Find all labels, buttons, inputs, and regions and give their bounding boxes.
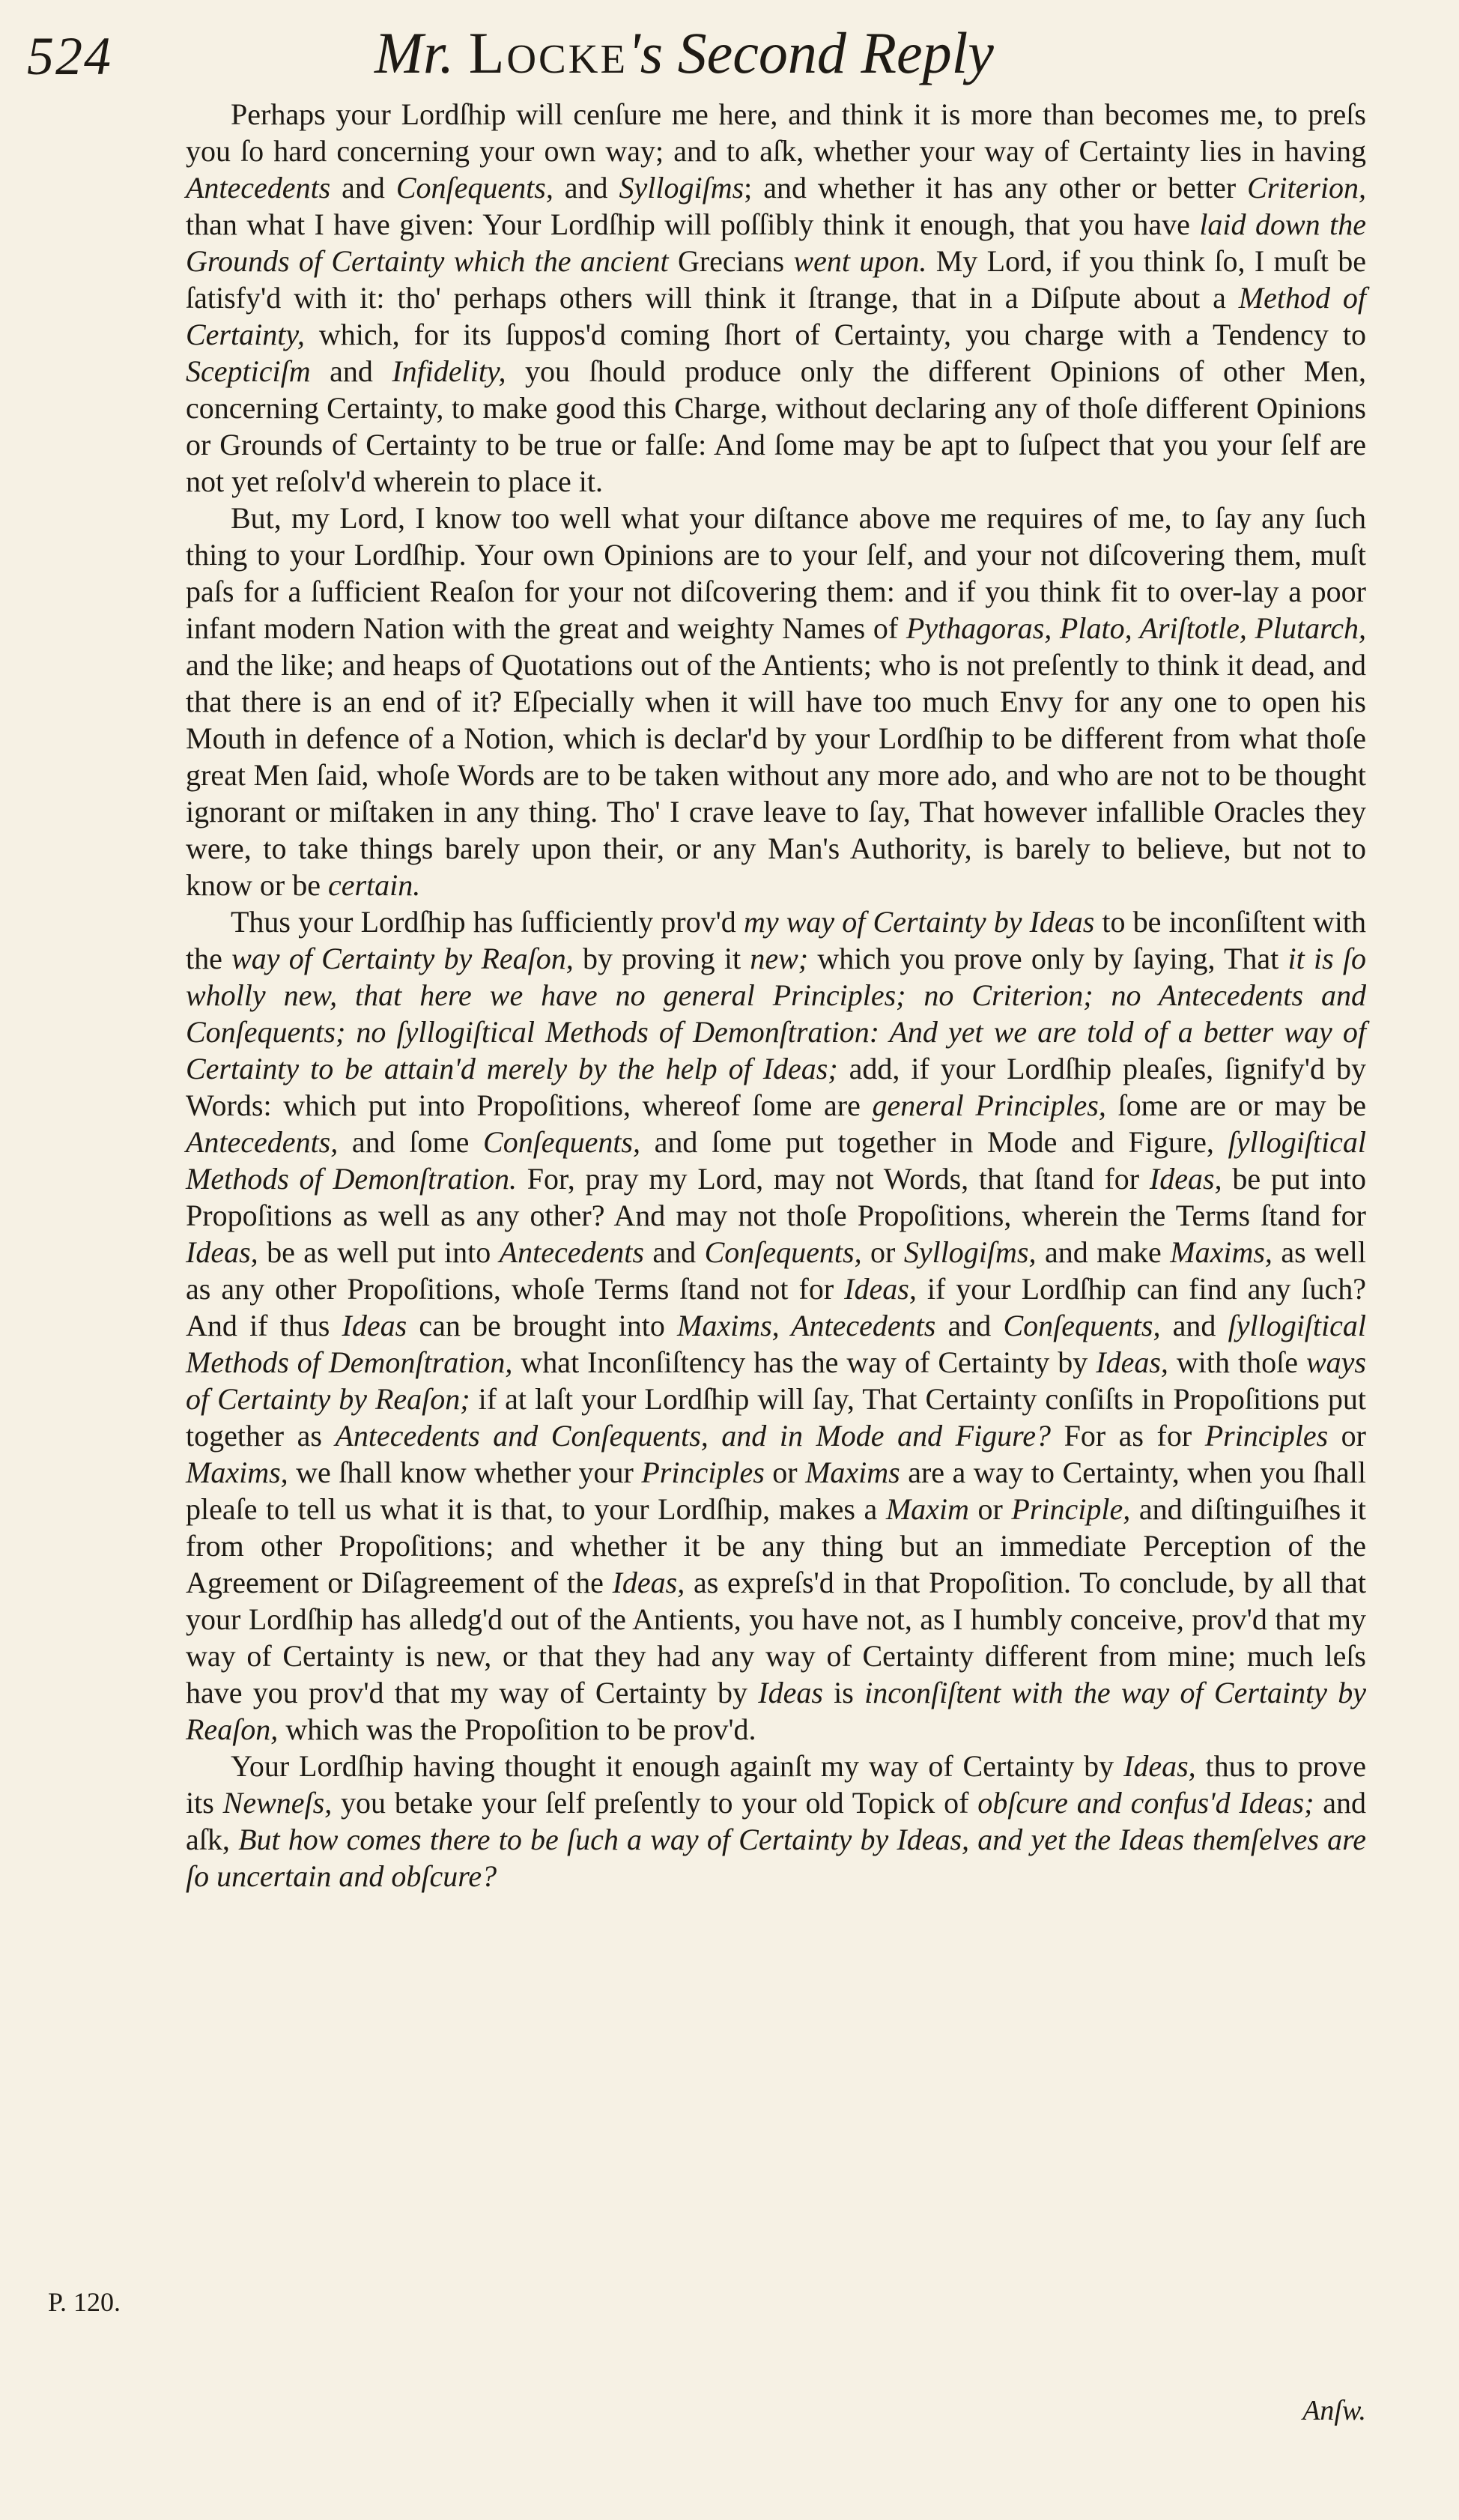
italic-run: laid down the Grounds of Certainty which the ancient (186, 208, 1366, 278)
text-run: be as well put into (258, 1235, 500, 1269)
text-run: if at laſt your Lordſhip will ſay, That Certainty conſiſts in Propoſitions put together as (186, 1382, 1366, 1453)
text-run: or (968, 1492, 1012, 1526)
text-run: My Lord, if you think ſo, I muſt be ſatisfy'd with it: tho' perhaps others will think it ſtrange, that in a Diſpute about a (186, 244, 1367, 315)
italic-run: Antecedents (499, 1235, 644, 1269)
italic-run: Ideas, (844, 1272, 917, 1306)
text-run: For as for (1051, 1419, 1205, 1453)
italic-run: Newneſs, (222, 1786, 333, 1820)
italic-run: But how comes there to be ſuch a way of Certainty by Ideas, and yet the Ideas themſelves are ſo uncertain and obſcure? (186, 1823, 1366, 1893)
italic-run: way of Certainty by Reaſon, (231, 942, 574, 975)
text-run: you ſhould produce only the different Opinions of other Men, concerning Certainty, to make good this Charge, without declaring any of thoſe different Opinions or Grounds of Certainty to be true or falſe: And ſome may be apt to ſuſpect that you your ſelf are not yet reſolv'd wherein to place it. (186, 354, 1366, 498)
running-head-name: Locke (468, 20, 628, 85)
italic-run: Conſequents, (395, 171, 553, 205)
running-head (374, 19, 1123, 87)
text-run: and the like; and heaps of Quotations out of the Antients; who is not preſently to think it dead, and that there is an end of it? Eſpecially when it will have too much Envy for any one to open his Mouth in defence of a Notion, which is declar'd by your Lordſhip to be different from what thoſe great Men ſaid, whoſe Words are to be taken without any more ado, and who are not to be thought ignorant or miſtaken in any thing. Tho' I crave leave to ſay, That however infallible Oracles they were, to take things barely upon their, or any Man's Authority, is barely to believe, but not to know or be (186, 648, 1366, 902)
text-run: and aſk, (186, 1786, 1366, 1856)
page-number: 524 (27, 26, 112, 86)
text-run: which you prove only by ſaying, That (808, 942, 1288, 975)
text-run: Thus your Lordſhip has ſufficiently prov'd (231, 905, 744, 939)
body-text (186, 96, 1366, 1894)
text-run: you betake your ſelf preſently to your old Topick of (332, 1786, 978, 1820)
text-run: ; and whether it has any other or better (744, 171, 1248, 205)
italic-run: certain. (327, 868, 421, 902)
text-run: as well as any other Propoſitions, whoſe Terms ſtand not for (186, 1235, 1366, 1306)
text-run: But, my Lord, I know too well what your diſtance above me requires of me, to ſay any ſuch thing to your Lordſhip. Your own Opinions are to your ſelf, and your not diſcovering them, muſt paſs for a ſufficient Reaſon for your not diſcovering them: and if you think fit to over-lay a poor infant modern Nation with the great and weighty Names of (186, 501, 1366, 645)
text-run: or (764, 1456, 806, 1489)
italic-run: Maxims (805, 1456, 900, 1489)
italic-run: Method of Certainty, (186, 281, 1366, 351)
italic-run: general Principles, (872, 1088, 1106, 1122)
text-run: and make (1036, 1235, 1171, 1269)
paragraph (186, 96, 1366, 500)
text-run: and (935, 1309, 1004, 1342)
italic-run: ſyllogiſtical Methods of Demonſtration. (186, 1125, 1367, 1196)
text-run: we ſhall know whether your (288, 1456, 642, 1489)
italic-run: it is ſo wholly new, that here we have no general Principles; no Criterion; no Antecedents and Conſequents; no ſyllogiſtical Methods of Demonſtration: And yet we are told of a better way of Certainty to be attain'd merely by the help of Ideas; (186, 942, 1366, 1085)
text-run: and (643, 1235, 705, 1269)
text-run: Grecians (668, 244, 794, 278)
italic-run: Ideas, (612, 1566, 685, 1599)
text-run: be put into Propoſitions as well as any other? And may not thoſe Propoſitions, wherein the Terms ſtand for (186, 1162, 1367, 1232)
page-header (0, 0, 1459, 97)
italic-run: Ideas (758, 1676, 823, 1709)
italic-run: Principles (641, 1456, 765, 1489)
italic-run: Maxims, (186, 1456, 288, 1489)
text-run: add, if your Lordſhip pleaſes, ſignify'd by Words: which put into Propoſitions, whereof ſome are (186, 1052, 1366, 1122)
italic-run: Ideas, (1149, 1162, 1222, 1196)
paragraph (186, 1748, 1366, 1894)
text-run: which, for its ſuppos'd coming ſhort of Certainty, you charge with a Tendency to (304, 318, 1366, 351)
italic-run: Syllogiſms, (903, 1235, 1037, 1269)
text-run: than what I have given: Your Lordſhip will poſſibly think it enough, that you have (186, 208, 1200, 241)
italic-run: Ideas (342, 1309, 407, 1342)
italic-run: Syllogiſms (619, 171, 744, 205)
italic-run: Conſequents, (1003, 1309, 1161, 1342)
margin-note: P. 120. (48, 2287, 121, 2317)
text-run: thus to prove its (186, 1749, 1366, 1820)
text-run: which was the Propoſition to be prov'd. (278, 1712, 756, 1746)
italic-run: Infidelity, (392, 354, 506, 388)
text-run: and (1160, 1309, 1228, 1342)
italic-run: Antecedents, (186, 1125, 339, 1159)
italic-run: Ideas, (1123, 1749, 1196, 1783)
text-run: to be inconſiſtent with the (186, 905, 1366, 975)
text-run: or (1328, 1419, 1366, 1453)
italic-run: Criterion, (1247, 171, 1366, 205)
italic-run: Maxims, (1170, 1235, 1273, 1269)
text-run: are a way to Certainty, when you ſhall pleaſe to tell us what it is that, to your Lordſhip, makes a (186, 1456, 1366, 1526)
italic-run: Ideas, (1096, 1345, 1168, 1379)
italic-run: Principle, (1011, 1492, 1131, 1526)
italic-run: Conſequents, (704, 1235, 862, 1269)
italic-run: new; (750, 942, 809, 975)
text-run: with thoſe (1168, 1345, 1306, 1379)
italic-run: ways of Certainty by Reaſon; (186, 1345, 1366, 1416)
text-run: is (822, 1676, 865, 1709)
text-run: and (330, 171, 396, 205)
paragraph (186, 903, 1366, 1748)
italic-run: my way of Certainty by Ideas (743, 905, 1095, 939)
italic-run: Antecedents (186, 171, 331, 205)
italic-run: Pythagoras, Plato, Ariſtotle, Plutarch, (906, 611, 1366, 645)
italic-run: Antecedents and Conſequents, and in Mode and Figure? (335, 1419, 1052, 1453)
italic-run: obſcure and confus'd Ideas; (977, 1786, 1314, 1820)
italic-run: ſyllogiſtical Methods of Demonſtration, (186, 1309, 1367, 1379)
text-run: what Inconſiſtency has the way of Certainty by (512, 1345, 1096, 1379)
text-run: and (310, 354, 392, 388)
text-run: by proving it (573, 942, 750, 975)
italic-run: Ideas, (186, 1235, 258, 1269)
text-run: Your Lordſhip having thought it enough againſt my way of Certainty by (231, 1749, 1123, 1783)
italic-run: Maxim (885, 1492, 969, 1526)
paragraph (186, 500, 1366, 903)
italic-run: inconſiſtent with the way of Certainty by Reaſon, (186, 1676, 1367, 1746)
catchword: Anſw. (1302, 2395, 1366, 2426)
italic-run: went upon. (793, 244, 927, 278)
text-run: Perhaps your Lordſhip will cenſure me here, and think it is more than becomes me, to preſs you ſo hard concerning your own way; and to aſk, whether your way of Certainty lies in having (186, 97, 1366, 168)
running-head-prefix: Mr. (374, 20, 469, 85)
running-head-rest: Second Reply (663, 20, 994, 85)
text-run: ſome are or may be (1105, 1088, 1367, 1122)
italic-run: Scepticiſm (186, 354, 311, 388)
italic-run: Principles (1204, 1419, 1329, 1453)
running-head-possessive: 's (628, 20, 664, 85)
text-run: or (861, 1235, 904, 1269)
text-run: and diſtinguiſhes it from other Propoſitions; and whether it be any thing but an immediate Perception of the Agreement or Diſagreement of the (186, 1492, 1367, 1599)
text-run: can be brought into (407, 1309, 678, 1342)
text-run: and (553, 171, 619, 205)
text-run: if your Lordſhip can find any ſuch? And if thus (186, 1272, 1366, 1342)
italic-run: Conſequents, (483, 1125, 640, 1159)
text-run: and ſome (338, 1125, 484, 1159)
italic-run: Maxims, Antecedents (677, 1309, 936, 1342)
text-run: and ſome put together in Mode and Figure, (640, 1125, 1228, 1159)
text-run: For, pray my Lord, may not Words, that ſtand for (517, 1162, 1150, 1196)
text-run: as expreſs'd in that Propoſition. To conclude, by all that your Lordſhip has alledg'd out of the Antients, you have not, as I humbly conceive, prov'd that my way of Certainty is new, or that they had any way of Certainty different from mine; much leſs have you prov'd that my way of Certainty by (186, 1566, 1366, 1709)
